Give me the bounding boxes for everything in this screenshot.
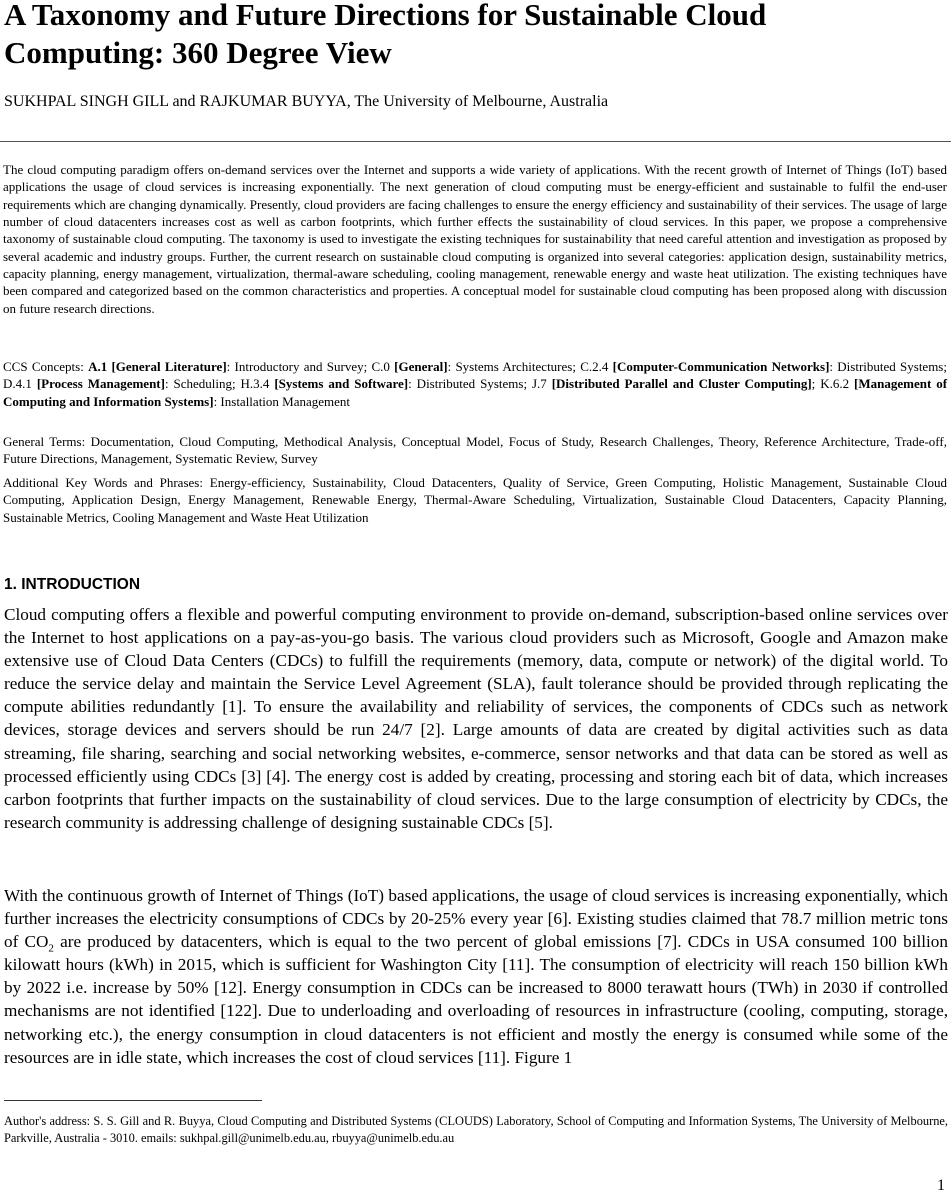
ccs-category: [Computer-Communication Networks] xyxy=(612,359,830,374)
paragraph-text: With the continuous growth of Internet of Things (IoT) based applications, the usage of cloud services is increasing exponentially, which further increases the electricity consumptions of CDCs by 20-25% every year [6]. Existing studies claimed that 78.7 million metric tons of CO xyxy=(4,886,948,952)
author-line: SUKHPAL SINGH GILL and RAJKUMAR BUYYA, The University of Melbourne, Australia xyxy=(4,93,609,110)
ccs-description: : Distributed Systems; xyxy=(408,376,532,392)
ccs-code: A.1 xyxy=(88,359,112,374)
ccs-description: : Distributed Systems; xyxy=(829,359,947,374)
ccs-category: [Systems and Software] xyxy=(274,376,409,392)
ccs-category: [Process Management] xyxy=(36,376,165,392)
ccs-description: ; xyxy=(811,376,821,392)
co2-subscript: 2 xyxy=(48,942,54,955)
author-address-footnote: Author's address: S. S. Gill and R. Buyya, Cloud Computing and Distributed Systems (CLOUDS) Laboratory, School of Computing and Information Systems, The University of Melbourne, Parkville, Australia - 3010. emails: sukhpal.gill@unimelb.edu.au, rbuyya@unimelb.edu.au xyxy=(4,1114,948,1145)
ccs-code: K.6.2 xyxy=(820,376,855,392)
ccs-category: [General] xyxy=(394,359,448,374)
ccs-code: C.0 xyxy=(371,359,395,374)
ccs-code: H.3.4 xyxy=(240,376,275,392)
general-terms-label: General Terms: xyxy=(3,434,91,449)
ccs-description: : Systems Architectures; xyxy=(447,359,581,374)
ccs-code: D.4.1 xyxy=(3,376,37,392)
ccs-code: C.2.4 xyxy=(580,359,613,374)
general-terms xyxy=(3,433,947,468)
abstract: The cloud computing paradigm offers on-demand services over the Internet and supports a wide variety of applications. With the recent growth of Internet of Things (IoT) based applications the usage of cloud services is increasing exponentially. The next generation of cloud computing must be energy-efficient and sustainable to fulfil the end-user requirements which are changing dynamically. Presently, cloud providers are facing challenges to ensure the energy efficiency and sustainability of their services. The usage of large number of cloud datacenters increases cost as well as carbon footprints, which further effects the sustainability of cloud services. In this paper, we propose a comprehensive taxonomy of sustainable cloud computing. The taxonomy is used to investigate the existing techniques for sustainability that need careful attention and investigation as proposed by several academic and industry groups. Further, the current research on sustainable cloud computing is organized into several categories: application design, sustainability metrics, capacity planning, energy management, virtualization, thermal-aware scheduling, cooling management, renewable energy and waste heat utilization. The existing techniques have been compared and categorized based on the common characteristics and properties. A conceptual model for sustainable cloud computing has been proposed along with discussion on future research directions. xyxy=(3,162,947,316)
keywords xyxy=(3,474,947,526)
ccs-category: [General Literature] xyxy=(111,359,227,374)
ccs-description: : Scheduling; xyxy=(164,376,241,392)
ccs-description: : Introductory and Survey; xyxy=(226,359,372,374)
intro-paragraph-2 xyxy=(4,884,948,1069)
ccs-concepts xyxy=(3,358,947,410)
title-divider xyxy=(0,141,951,142)
footnote-divider xyxy=(4,1100,262,1101)
ccs-code: J.7 xyxy=(531,376,552,392)
section-heading-introduction: 1. INTRODUCTION xyxy=(4,576,141,593)
keywords-text: Energy-efficiency, Sustainability, Cloud Datacenters, Quality of Service, Green Computing, Holistic Management, Sustainable Cloud Computing, Application Design, Energy Management, Renewable Energy, Thermal-Aware Scheduling, Virtualization, Sustainable Cloud Datacenters, Capacity Planning, Sustainable Metrics, Cooling Management and Waste Heat Utilization xyxy=(3,475,948,525)
intro-paragraph-1: Cloud computing offers a flexible and powerful computing environment to provide on-demand, subscription-based online services over the Internet to host applications on a pay-as-you-go basis. The various cloud providers such as Microsoft, Google and Amazon make extensive use of Cloud Data Centers (CDCs) to fulfill the requirements (memory, data, compute or network) of the digital world. To reduce the service delay and maintain the Service Level Agreement (SLA), fault tolerance should be provided through replicating the compute abilities redundantly [1]. To ensure the availability and reliability of services, the components of CDCs such as network devices, storage devices and servers should be run 24/7 [2]. Large amounts of data are created by digital activities such as data streaming, file sharing, searching and social networking websites, e-commerce, sensor networks and that data can be stored as well as processed efficiently using CDCs [3] [4]. The energy cost is added by creating, processing and storing each bit of data, which increases carbon footprints that further impacts on the sustainability of cloud services. Due to the large consumption of electricity by CDCs, the research community is addressing challenge of designing sustainable CDCs [5]. xyxy=(4,605,948,832)
ccs-category: [Management of Computing and Information Systems] xyxy=(3,376,948,409)
ccs-category: [Distributed Parallel and Cluster Computing] xyxy=(551,376,812,392)
ccs-label: CCS Concepts: xyxy=(3,359,89,374)
paper-title: A Taxonomy and Future Directions for Sustainable Cloud Computing: 360 Degree View xyxy=(4,0,767,70)
general-terms-text: Documentation, Cloud Computing, Methodical Analysis, Conceptual Model, Focus of Study, Research Challenges, Theory, Reference Architecture, Trade-off, Future Directions, Management, Systematic Review, Survey xyxy=(3,434,947,467)
paragraph-text: are produced by datacenters, which is equal to the two percent of global emissions [7]. CDCs in USA consumed 100 billion kilowatt hours (kWh) in 2015, which is sufficient for Washington City [11]. The consumption of electricity will reach 150 billion kWh by 2022 i.e. increase by 50% [12]. Energy consumption in CDCs can be increased to 8000 terawatt hours (TWh) in 2030 if controlled mechanisms are not identified [122]. Due to underloading and overloading of resources in infrastructure (cooling, computing, storage, networking etc.), the energy consumption in cloud datacenters is not efficient and mostly the energy is consumed while some of the resources are in idle state, which increases the cost of cloud services [11]. Figure 1 xyxy=(4,932,948,1067)
page-number: 1 xyxy=(937,1177,945,1194)
ccs-description: : Installation Management xyxy=(213,393,351,409)
keywords-label: Additional Key Words and Phrases: xyxy=(3,475,210,490)
